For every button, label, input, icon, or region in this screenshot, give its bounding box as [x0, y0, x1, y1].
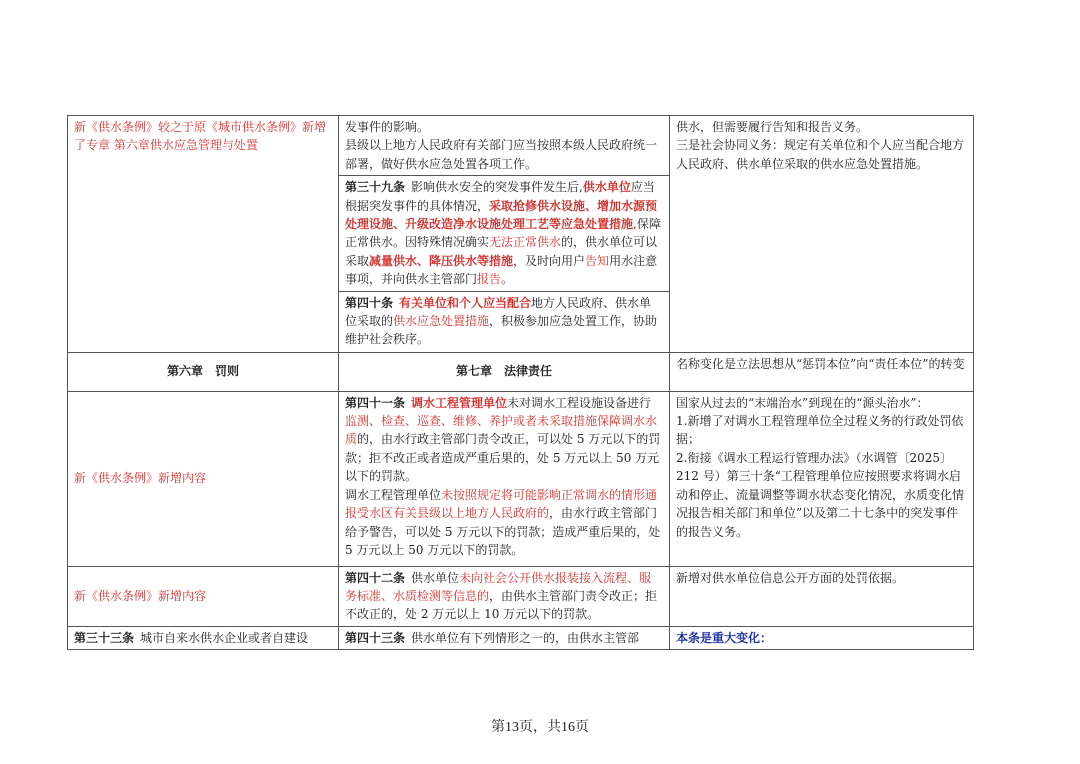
highlight: 报告 — [477, 272, 502, 287]
paragraph — [345, 486, 663, 560]
new-law-cell — [339, 116, 670, 176]
page-number: 第13页，共16页 — [491, 720, 589, 735]
highlight: 告知 — [585, 253, 610, 268]
highlight: 有关单位和个人应当配合 — [399, 295, 532, 310]
article-number: 第四十条 — [345, 295, 394, 310]
paragraph: 三是社会协同义务：规定有关单位和个人应当配合地方人民政府、供水单位采取的供水应急处置措施。 — [676, 138, 965, 171]
article-text: ，由水行政主管部门给予警告，可以处 5 万元以下的罚款；造成严重后果的，处 5 万元以上 50 万元以下的罚款。 — [345, 506, 661, 557]
commentary-cell — [670, 391, 974, 566]
highlight: 减量供水、降压供水等措施 — [369, 253, 514, 268]
article-text: 的，供水单位可以采取 — [345, 235, 658, 268]
table-row — [68, 352, 974, 391]
commentary-cell — [670, 116, 974, 353]
note-text: 新《供水条例》新增内容 — [74, 589, 207, 604]
table-row — [68, 116, 974, 176]
paragraph: 国家从过去的“末端治水”到现在的“源头治水”： — [676, 395, 929, 410]
paragraph: 县级以上地方人民政府有关部门应当按照本级人民政府统一部署，做好供水应急处置各项工作。 — [345, 138, 658, 171]
highlight: 采取抢修供水设施、增加水源预处理设施、升级改造净水设施处理工艺等应急处置措施 — [345, 198, 658, 232]
article-40-cell — [339, 291, 670, 352]
note-cell — [68, 566, 339, 626]
article-text: 的，由水行政主管部门责令改正，可以处 5 万元以下的罚款；拒不改正或者造成严重后果的，处 5 万元以上 50 万元以下的罚款。 — [345, 432, 661, 484]
commentary-text: 本条是重大变化： — [676, 630, 773, 645]
old-chapter-title: 第六章 罚则 — [68, 352, 339, 391]
article-text: ,保障正常供水。因特殊情况确实 — [345, 217, 661, 250]
article-41-cell — [339, 391, 670, 566]
old-article-cell — [68, 626, 339, 649]
highlight: 调水工程管理单位 — [411, 395, 508, 410]
note-text: 新《供水条例》新增内容 — [74, 471, 207, 486]
article-text: 应当根据突发事件的具体情况， — [345, 180, 655, 213]
article-text: 供水单位 — [411, 570, 460, 585]
article-number: 第三十九条 — [345, 180, 406, 195]
chapter-commentary: 名称变化是立法思想从“惩罚本位”向“责任本位”的转变 — [670, 352, 974, 391]
paragraph: 发事件的影响。 — [345, 120, 430, 134]
highlight: 未按照规定将可能影响正常调水的情形通报受水区有关县级以上地方人民政府的 — [345, 487, 658, 521]
article-text: 供水单位有下列情形之一的，由供水主管部 — [411, 630, 640, 645]
highlight: 供水单位 — [582, 180, 631, 195]
article-39-cell — [339, 176, 670, 291]
paragraph: 供水，但需要履行告知和报告义务。 — [676, 120, 869, 134]
article-42-cell — [339, 566, 670, 626]
article-text: 地方人民政府、供水单位采取的 — [345, 295, 652, 329]
article-text: 影响供水安全的突发事件发生后, — [411, 180, 583, 195]
paragraph — [345, 394, 663, 486]
article-number: 第四十一条 — [345, 395, 406, 410]
paragraph: 1.新增了对调水工程管理单位全过程义务的行政处罚依据； — [676, 414, 964, 447]
commentary-cell — [670, 626, 974, 649]
article-text: 未对调水工程设施设备进行 — [507, 395, 652, 410]
highlight: 无法正常供水 — [489, 235, 562, 250]
article-text: ，及时向用户 — [513, 253, 586, 268]
table-row — [68, 566, 974, 626]
article-text: ，由供水主管部门责令改正；拒不改正的，处 2 万元以上 10 万元以下的罚款。 — [345, 589, 658, 622]
article-number: 第四十二条 — [345, 570, 406, 585]
article-text: 用水注意事项，并向供水主管部门 — [345, 253, 658, 287]
article-text: ，积极参加应急处置工作，协助维护社会秩序。 — [345, 314, 658, 347]
article-number: 第三十三条 — [74, 630, 135, 645]
highlight: 监测、检查、巡查、维修、养护或者未采取措施保障调水水质 — [345, 414, 658, 447]
note-cell — [68, 391, 339, 566]
commentary-cell: 新增对供水单位信息公开方面的处罚依据。 — [670, 566, 974, 626]
highlight: 未向社会公开供水报装接入流程、服务标准、水质检测等信息的 — [345, 570, 652, 604]
note-cell — [68, 116, 339, 353]
article-text: 。 — [501, 272, 514, 287]
paragraph: 2.衔接《调水工程运行管理办法》（水调管〔2025〕212 号）第三十条“工程管理单位应按照要求将调水启动和停止、流量调整等调水状态变化情况，水质变化情况报告相关部门和单位”以及第二十七条中的突发事件的报告义务。 — [676, 450, 965, 539]
table-row — [68, 391, 974, 566]
article-number: 第四十三条 — [345, 630, 406, 645]
article-43-cell — [339, 626, 670, 649]
table-row — [68, 626, 974, 649]
new-chapter-title: 第七章 法律责任 — [339, 352, 670, 391]
comparison-table — [67, 115, 974, 650]
article-text: 调水工程管理单位 — [345, 487, 442, 502]
note-text: 新《供水条例》较之于原《城市供水条例》新增了专章 第六章供水应急管理与处置 — [74, 120, 327, 153]
article-text: 城市自来水供水企业或者自建设 — [140, 630, 309, 645]
highlight: 供水应急处置措施 — [393, 314, 490, 329]
